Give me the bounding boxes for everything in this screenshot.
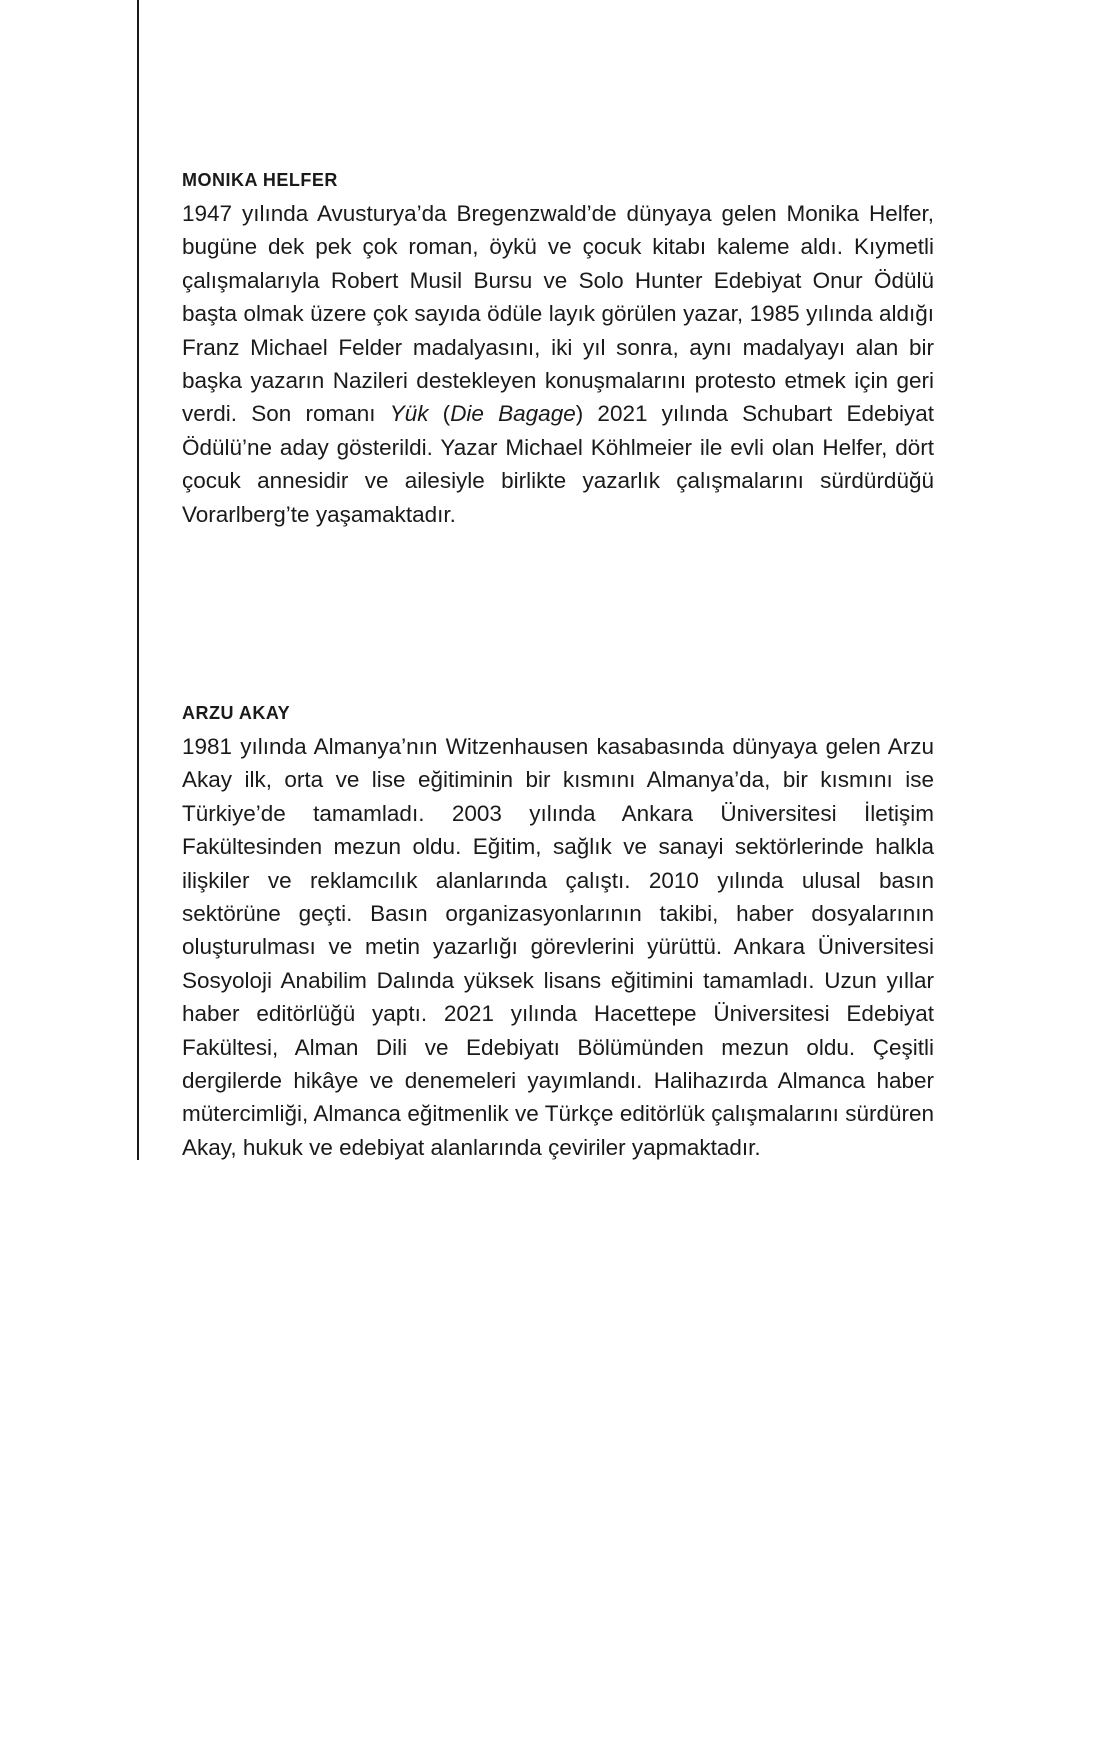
book-title-turkish: Yük — [389, 401, 429, 427]
margin-rule — [137, 0, 139, 1160]
author-bio-text — [182, 197, 934, 531]
translator-name: ARZU AKAY — [182, 703, 291, 723]
translator-bio — [182, 696, 934, 1164]
bio-text-part: ) 2021 yılında Schubart Edebiyat Ödülü’ne aday gösterildi. Yazar Michael Köhlmeier ile evli olan Helfer, dört çocuk annesidir ve ailesiyle birlikte yazarlık çalışmalarını sürdürdüğü Vorarlberg’te yaşamaktadır. — [182, 401, 934, 527]
author-bio — [182, 163, 934, 531]
translator-bio-text: 1981 yılında Almanya’nın Witzenhausen kasabasında dünyaya gelen Arzu Akay ilk, orta ve lise eğitiminin bir kısmını Almanya’da, bir kısmını ise Türkiye’de tamamladı. 2003 yılında Ankara Üniversitesi İletişim Fakültesinden mezun oldu. Eğitim, sağlık ve sanayi sektörlerinde halkla ilişkiler ve reklamcılık alanlarında çalıştı. 2010 yılında ulusal basın sektörüne geçti. Basın organizasyonlarının takibi, haber dosyalarının oluşturulması ve metin yazarlığı görevlerini yürüttü. Ankara Üniversitesi Sosyoloji Anabilim Dalında yüksek lisans eğitimini tamamladı. Uzun yıllar haber editörlüğü yaptı. 2021 yılında Hacettepe Üniversitesi Edebiyat Fakültesi, Alman Dili ve Edebiyatı Bölümünden mezun oldu. Çeşitli dergilerde hikâye ve denemeleri yayımlandı. Halihazırda Almanca haber mütercimliği, Almanca eğitmenlik ve Türkçe editörlük çalışmalarını sürdüren Akay, hukuk ve edebiyat alanlarında çeviriler yapmaktadır. — [182, 734, 934, 1160]
bio-text-part: ( — [428, 401, 451, 427]
author-name: MONIKA HELFER — [182, 170, 338, 190]
book-title-german: Die Bagage — [450, 401, 576, 427]
bio-text-part: 1947 yılında Avusturya’da Bregenzwald’de dünyaya gelen Monika Helfer, bugüne dek pek çok roman, öykü ve çocuk kitabı kaleme aldı. Kıymetli çalışmalarıyla Robert Musil Bursu ve Solo Hunter Edebiyat Onur Ödülü başta olmak üzere çok sayıda ödüle layık görülen yazar, 1985 yılında aldığı Franz Michael Felder madalyasını, iki yıl sonra, aynı madalyayı alan bir başka yazarın Nazileri destekleyen konuşmalarını protesto etmek için geri verdi. Son romanı — [182, 201, 934, 427]
